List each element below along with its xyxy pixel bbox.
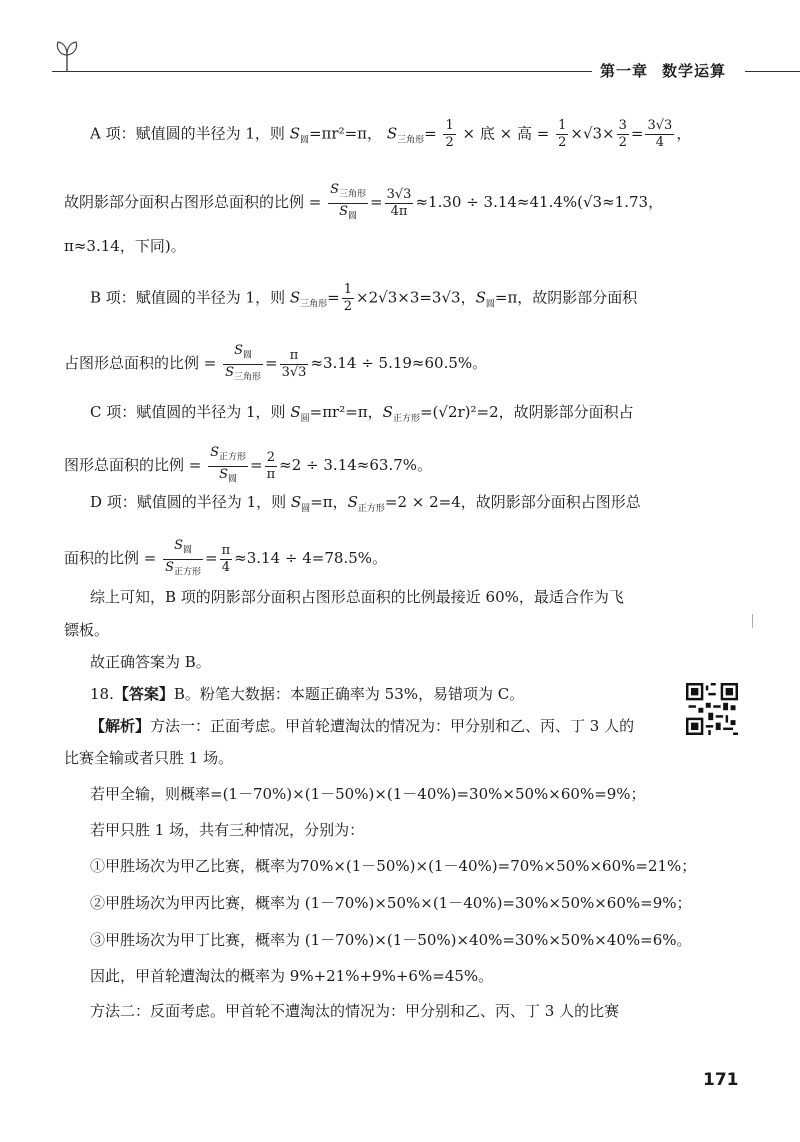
analysis-line4: 若甲只胜 1 场，共有三种情况，分别为：	[90, 821, 365, 839]
text: 占图形总面积的比例 =	[64, 354, 217, 373]
sym-s: S	[289, 288, 301, 307]
num: 3√3	[647, 118, 673, 133]
option-a-line2: 故阴影部分面积占图形总面积的比例 = $\frac{S_{三角形}}{S_圆}$ = $\frac{3√3}{4\pi}$ ≈1.30 ÷ 3.14≈41.4%(√3≈1.73，	[64, 182, 663, 224]
option-b-line1: B 项：赋值圆的半径为 1，则 $S_{三角形}=$ $\frac{1}{2}$ ×2√3×3=3√3，$S_圆=\pi$，故阴影部分面积	[90, 282, 638, 314]
den: 2	[343, 299, 353, 314]
option-d-line2: 面积的比例 = $\frac{S_圆}{S_{正方形}}$ = $\frac{\pi}{4}$ ≈3.14 ÷ 4=78.5%。	[64, 538, 387, 580]
sprout-icon	[55, 38, 79, 72]
analysis-line7: ③甲胜场次为甲丁比赛，概率为 (1－70%)×(1－50%)×40%=30%×50%×40%=6%。	[90, 931, 692, 949]
text: ≈3.14 ÷ 5.19≈60.5%。	[310, 354, 488, 373]
text: =2 × 2=4，故阴影部分面积占图形总	[384, 493, 641, 511]
sub-triangle: 三角形	[300, 299, 328, 310]
den	[163, 560, 203, 581]
den: 4π	[390, 203, 408, 219]
fraction-result	[265, 450, 278, 483]
header-rule-left	[52, 71, 592, 72]
text: ≈2 ÷ 3.14≈63.7%。	[279, 456, 433, 475]
num: 1	[343, 282, 353, 297]
option-d-line1	[90, 492, 641, 519]
option-a-line1: A 项：赋值圆的半径为 1，则 $S_圆=\pi r^2=\pi$， $S_{三角形}=$ $\frac{1}{2}$ × 底 × 高 = $\frac{1}{2}$ ×√3× $\frac{3}{2}$ = $\frac{3√3}{4}$ ，	[90, 118, 692, 150]
option-a-line3: π≈3.14，下同)。	[64, 237, 186, 255]
sub-triangle: 三角形	[397, 135, 425, 146]
q18-answer	[90, 684, 524, 704]
text: ，	[676, 124, 692, 143]
sym-s: S	[386, 124, 398, 143]
option-b-line2: 占图形总面积的比例 = $\frac{S_圆}{S_{三角形}}$ = $\frac{\pi}{3√3}$ ≈3.14 ÷ 5.19≈60.5%。	[64, 343, 487, 385]
num: 1	[445, 118, 454, 133]
fraction-half	[342, 282, 354, 315]
page-header	[0, 0, 800, 100]
sym-s: S	[165, 559, 175, 575]
sym-s: S	[382, 403, 393, 421]
sym-s: S	[347, 493, 358, 511]
sym-s: S	[330, 182, 340, 197]
fraction-result	[385, 187, 414, 220]
sqrt3: √3	[582, 124, 603, 143]
summary-line1: 综上可知，B 项的阴影部分面积占图形总面积的比例最接近 60%，最适合作为飞	[90, 588, 624, 606]
den: π	[266, 466, 276, 482]
sym-s: S	[219, 466, 229, 482]
analysis-line5: ①甲胜场次为甲乙比赛，概率为70%×(1－50%)×(1－40%)=70%×50%×60%=21%；	[90, 857, 697, 875]
text: 面积的比例 =	[64, 549, 157, 568]
text: 故阴影部分面积占图形总面积的比例 =	[64, 193, 322, 212]
fraction-ratio	[163, 538, 203, 580]
sym-s: S	[225, 364, 235, 380]
num: 2	[265, 450, 278, 467]
fraction-ratio	[208, 445, 248, 487]
text: 方法一：正面考虑。甲首轮遭淘汰的情况为：甲分别和乙、丙、丁 3 人的	[150, 717, 635, 735]
sym-s: S	[174, 538, 184, 553]
sym-s: S	[290, 403, 301, 421]
den	[328, 204, 368, 225]
text: C 项：赋值圆的半径为 1，则	[90, 403, 291, 421]
num: 3	[618, 118, 627, 133]
sub-circle: 圆	[348, 211, 358, 222]
sub-square: 正方形	[174, 567, 202, 578]
den	[208, 467, 248, 488]
header-rule-right	[745, 71, 800, 72]
sub-circle: 圆	[228, 474, 238, 485]
qr-code-icon	[686, 683, 738, 735]
sub-circle: 圆	[301, 504, 311, 514]
option-c-line2: 图形总面积的比例 = $\frac{S_{正方形}}{S_圆}$ = $\frac{2}{\pi}$ ≈2 ÷ 3.14≈63.7%。	[64, 445, 432, 487]
chapter-number: 第一章	[600, 62, 649, 80]
fraction-three-halves	[617, 118, 629, 151]
fraction-result	[220, 543, 233, 576]
text: =	[424, 124, 437, 143]
text: B 项：赋值圆的半径为 1，则	[90, 288, 290, 307]
text: =πr²=π，	[309, 403, 383, 421]
option-c-line1	[90, 402, 634, 429]
summary-line2: 镖板。	[64, 621, 110, 639]
den: 2	[445, 135, 454, 150]
num: 3√3	[386, 186, 412, 202]
sub-square: 正方形	[392, 414, 420, 424]
fraction-result	[280, 348, 309, 381]
fraction-ratio	[223, 343, 263, 385]
text: 图形总面积的比例 =	[64, 456, 202, 475]
answer-line: 故正确答案为 B。	[90, 653, 211, 671]
fraction-result	[645, 118, 674, 151]
fraction-half	[556, 118, 568, 151]
chapter-heading	[600, 60, 740, 81]
den	[223, 365, 263, 386]
sub-square: 正方形	[219, 452, 247, 463]
text: A 项：赋值圆的半径为 1，则	[90, 124, 290, 143]
analysis-line3: 若甲全输，则概率=(1－70%)×(1－50%)×(1－40%)=30%×50%×60%=9%；	[90, 785, 646, 803]
sub-circle: 圆	[300, 414, 310, 424]
text: ≈1.30 ÷ 3.14≈41.4%(√3≈1.73，	[415, 193, 664, 212]
margin-mark	[752, 614, 753, 628]
text: ×2√3×3=3√3，	[356, 288, 476, 307]
sym-s: S	[339, 203, 349, 219]
text: × 底 × 高 =	[457, 124, 550, 143]
text: ≈3.14 ÷ 4=78.5%。	[234, 549, 388, 568]
page-number: 171	[703, 1070, 739, 1090]
den: 4	[655, 135, 665, 150]
sub-circle: 圆	[183, 545, 193, 556]
num: π	[221, 542, 231, 558]
sym-s: S	[290, 493, 302, 511]
analysis-line2: 比赛全输或者只胜 1 场。	[64, 749, 234, 767]
sub-circle: 圆	[299, 135, 309, 146]
answer-tag: 【答案】	[113, 685, 174, 703]
text: B。粉笔大数据：本题正确率为 53%，易错项为 C。	[173, 685, 525, 703]
num	[208, 445, 248, 467]
sym-s: S	[210, 445, 220, 460]
chapter-title: 数学运算	[662, 62, 727, 80]
text: =πr²=π，	[308, 124, 383, 143]
num	[223, 343, 263, 365]
analysis-line1	[90, 716, 634, 736]
question-number: 18.	[90, 685, 114, 703]
text: =π，故阴影部分面积	[494, 288, 638, 307]
text: =π，	[310, 493, 348, 511]
num: π	[280, 348, 309, 365]
num: 1	[558, 118, 567, 133]
sub-circle: 圆	[243, 350, 253, 361]
analysis-line8: 因此，甲首轮遭淘汰的概率为 9%+21%+9%+6%=45%。	[90, 967, 494, 985]
fraction-half	[443, 118, 455, 151]
sub-triangle: 三角形	[339, 189, 367, 200]
den: 2	[558, 135, 567, 150]
text: D 项：赋值圆的半径为 1，则	[90, 493, 291, 511]
analysis-line9: 方法二：反面考虑。甲首轮不遭淘汰的情况为：甲分别和乙、丙、丁 3 人的比赛	[90, 1002, 620, 1020]
sub-square: 正方形	[357, 504, 385, 514]
sym-s: S	[289, 124, 300, 143]
fraction-ratio	[328, 182, 368, 224]
sym-s: S	[234, 343, 244, 358]
analysis-line6: ②甲胜场次为甲丙比赛，概率为 (1－70%)×50%×(1－40%)=30%×50%×60%=9%；	[90, 894, 692, 912]
num	[328, 182, 368, 204]
sub-circle: 圆	[485, 299, 495, 310]
analysis-tag: 【解析】	[90, 717, 151, 735]
num	[163, 538, 203, 560]
den: 3√3	[281, 364, 307, 380]
den: 4	[221, 559, 231, 575]
sym-s: S	[475, 288, 486, 307]
text: =(√2r)²=2，故阴影部分面积占	[419, 403, 634, 421]
den: 2	[618, 135, 627, 150]
sub-triangle: 三角形	[234, 372, 262, 383]
